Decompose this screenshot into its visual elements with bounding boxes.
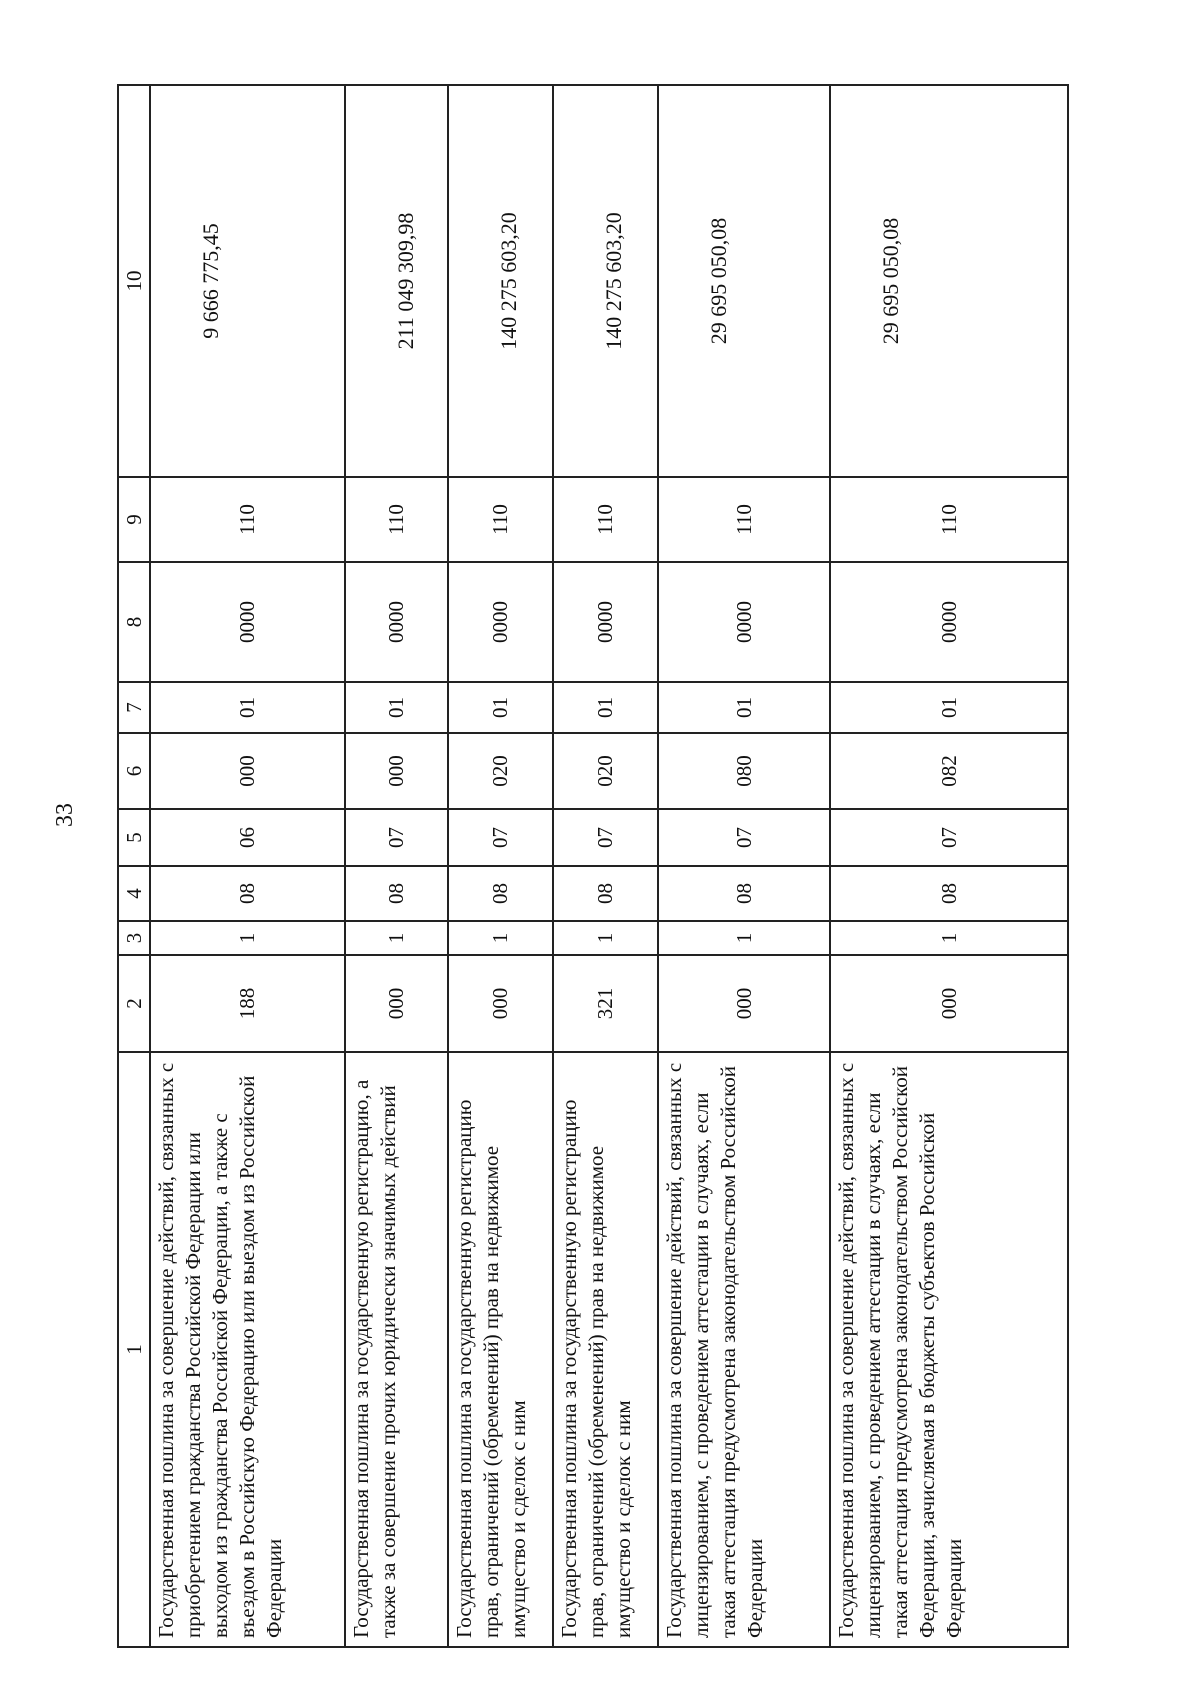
code-economic: 110 bbox=[150, 477, 345, 562]
code-subgroup: 08 bbox=[345, 866, 448, 921]
code-admin: 000 bbox=[448, 955, 553, 1052]
code-group: 1 bbox=[830, 921, 1068, 955]
header-row bbox=[118, 85, 150, 1647]
code-economic: 110 bbox=[345, 477, 448, 562]
code-economic: 110 bbox=[553, 477, 658, 562]
column-header: 3 bbox=[118, 921, 150, 955]
column-header: 4 bbox=[118, 866, 150, 921]
table-row bbox=[830, 85, 1068, 1647]
column-header: 7 bbox=[118, 682, 150, 733]
code-subgroup: 08 bbox=[553, 866, 658, 921]
code-group: 1 bbox=[345, 921, 448, 955]
code-program: 0000 bbox=[658, 562, 830, 682]
code-article: 07 bbox=[830, 809, 1068, 866]
code-admin: 321 bbox=[553, 955, 658, 1052]
code-subgroup: 08 bbox=[448, 866, 553, 921]
row-amount: 140 275 603,20 bbox=[448, 85, 553, 477]
code-program: 0000 bbox=[150, 562, 345, 682]
table-row bbox=[150, 85, 345, 1647]
code-article: 07 bbox=[553, 809, 658, 866]
column-header: 8 bbox=[118, 562, 150, 682]
column-header: 2 bbox=[118, 955, 150, 1052]
code-group: 1 bbox=[553, 921, 658, 955]
code-article: 07 bbox=[658, 809, 830, 866]
row-amount: 140 275 603,20 bbox=[553, 85, 658, 477]
code-element: 01 bbox=[658, 682, 830, 733]
code-element: 01 bbox=[150, 682, 345, 733]
table-row bbox=[345, 85, 448, 1647]
row-description: Государственная пошлина за государственную регистрацию прав, ограничений (обременений) прав на недвижимое имущество и сделок с ним bbox=[448, 1052, 553, 1647]
row-description: Государственная пошлина за совершение действий, связанных с лицензированием, с проведением аттестации в случаях, если такая аттестация предусмотрена законодательством Российской Федерации, зачисляемая в бюджеты субъектов Российской Федерации bbox=[830, 1052, 1068, 1647]
code-program: 0000 bbox=[830, 562, 1068, 682]
code-admin: 000 bbox=[830, 955, 1068, 1052]
code-subgroup: 08 bbox=[658, 866, 830, 921]
code-program: 0000 bbox=[448, 562, 553, 682]
code-group: 1 bbox=[448, 921, 553, 955]
code-admin: 000 bbox=[345, 955, 448, 1052]
code-program: 0000 bbox=[553, 562, 658, 682]
code-subarticle: 000 bbox=[150, 733, 345, 809]
row-amount: 211 049 309,98 bbox=[345, 85, 448, 477]
table-row bbox=[658, 85, 830, 1647]
code-article: 06 bbox=[150, 809, 345, 866]
column-header: 6 bbox=[118, 733, 150, 809]
code-admin: 000 bbox=[658, 955, 830, 1052]
code-subarticle: 082 bbox=[830, 733, 1068, 809]
revenue-table-rotated bbox=[117, 86, 1065, 1648]
code-element: 01 bbox=[448, 682, 553, 733]
row-description: Государственная пошлина за совершение действий, связанных с лицензированием, с проведением аттестации в случаях, если такая аттестация предусмотрена законодательством Российской Федерации bbox=[658, 1052, 830, 1647]
row-description: Государственная пошлина за совершение действий, связанных с приобретением гражданства Российской Федерации или выходом из гражданства Российской Федерации, а также с въездом в Российскую Федерацию или выездом из Российской Федерации bbox=[150, 1052, 345, 1647]
row-description: Государственная пошлина за государственную регистрацию прав, ограничений (обременений) прав на недвижимое имущество и сделок с ним bbox=[553, 1052, 658, 1647]
code-element: 01 bbox=[830, 682, 1068, 733]
code-economic: 110 bbox=[658, 477, 830, 562]
code-element: 01 bbox=[345, 682, 448, 733]
code-element: 01 bbox=[553, 682, 658, 733]
code-article: 07 bbox=[448, 809, 553, 866]
code-subarticle: 000 bbox=[345, 733, 448, 809]
code-admin: 188 bbox=[150, 955, 345, 1052]
table-row bbox=[553, 85, 658, 1647]
code-economic: 110 bbox=[830, 477, 1068, 562]
column-header: 10 bbox=[118, 85, 150, 477]
table-row bbox=[448, 85, 553, 1647]
revenue-table bbox=[117, 84, 1069, 1648]
row-amount: 29 695 050,08 bbox=[830, 85, 1068, 477]
code-economic: 110 bbox=[448, 477, 553, 562]
code-subarticle: 020 bbox=[448, 733, 553, 809]
code-group: 1 bbox=[658, 921, 830, 955]
row-amount: 29 695 050,08 bbox=[658, 85, 830, 477]
column-header: 1 bbox=[118, 1052, 150, 1647]
code-subgroup: 08 bbox=[830, 866, 1068, 921]
row-amount: 9 666 775,45 bbox=[150, 85, 345, 477]
code-group: 1 bbox=[150, 921, 345, 955]
page-number: 33 bbox=[52, 803, 78, 827]
row-description: Государственная пошлина за государственную регистрацию, а также за совершение прочих юридически значимых действий bbox=[345, 1052, 448, 1647]
code-subarticle: 080 bbox=[658, 733, 830, 809]
code-program: 0000 bbox=[345, 562, 448, 682]
code-subarticle: 020 bbox=[553, 733, 658, 809]
column-header: 9 bbox=[118, 477, 150, 562]
code-subgroup: 08 bbox=[150, 866, 345, 921]
column-header: 5 bbox=[118, 809, 150, 866]
code-article: 07 bbox=[345, 809, 448, 866]
